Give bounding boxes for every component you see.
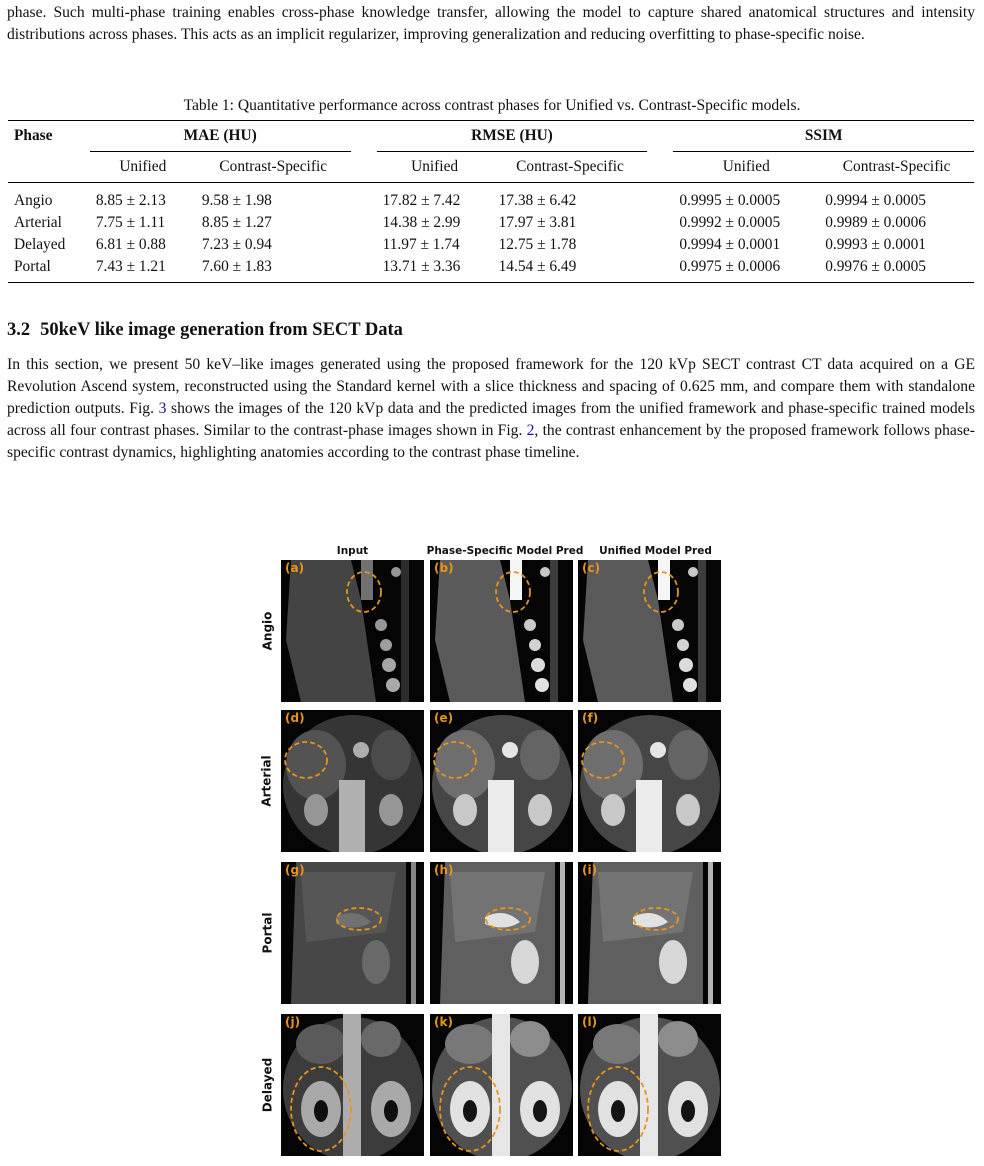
ct-image [430,710,573,852]
cell: 14.54 ± 6.49 [493,256,648,283]
ct-image-panel [430,560,573,702]
cell: 8.85 ± 2.13 [95,192,166,209]
panel-label: (b) [434,561,454,575]
cell: 0.9989 ± 0.0006 [825,214,926,231]
cell: 0.9995 ± 0.0005 [679,192,781,209]
table-row [8,234,974,256]
ct-image [430,560,573,702]
row-phase: Angio [14,192,53,209]
table-row [8,212,974,234]
row-phase: Portal [8,256,90,283]
column-header-unified: Unified Model Pred [599,545,712,557]
cell: 0.9994 ± 0.0001 [679,236,781,253]
ct-image-panel [281,710,424,852]
ct-image-panel [281,560,424,702]
table-caption: Table 1: Quantitative performance across contrast phases for Unified vs. Contrast-Specific models. [183,97,801,114]
ct-image-panel [578,560,721,702]
ct-image [281,1014,424,1156]
cell: 11.97 ± 1.74 [382,236,460,253]
row-phase: Arterial [14,214,62,231]
row-label-angio: Angio [260,611,274,651]
ct-image [430,862,573,1004]
cell: 7.43 ± 1.21 [90,256,196,283]
table-row [8,190,974,212]
cell: 0.9993 ± 0.0001 [825,236,926,253]
cell: 0.9992 ± 0.0005 [679,214,781,231]
cell: 0.9994 ± 0.0005 [825,192,926,209]
column-header-input: Input [336,545,369,557]
ct-image-panel [430,862,573,1004]
group-header-rmse: RMSE (HU) [377,121,648,152]
panel-label: (h) [434,863,454,877]
panel-label: (f) [582,711,599,725]
panel-label: (l) [582,1015,598,1029]
panel-label: (g) [285,863,305,877]
sub-header-contrast-specific: Contrast-Specific [493,152,648,183]
cell: 13.71 ± 3.36 [377,256,493,283]
panel-label: (d) [285,711,305,725]
cell: 14.38 ± 2.99 [382,214,461,231]
panel-label: (c) [582,561,601,575]
cell: 8.85 ± 1.27 [201,214,272,231]
ct-image [281,560,424,702]
text-run: In this section, we present 50 keV–like images generated using the proposed framework for the 120 kVp SECT contrast CT data acquired on a GE Revolution Ascend system, reconstructed using the Standard kernel with a slice thickness and spacing of 0.625 mm, and compare them with standalone prediction outputs. Fig. [7,356,975,417]
table-row [8,256,974,283]
ct-image [578,862,721,1004]
row-label-arterial: Arterial [260,755,275,807]
ct-image-panel [281,862,424,1004]
sub-header-unified: Unified [673,152,819,183]
results-table [8,120,974,283]
section-number: 3.2 [7,320,31,340]
cell: 9.58 ± 1.98 [201,192,272,209]
group-header-mae: MAE (HU) [90,121,351,152]
section-title: 50keV like image generation from SECT Data [40,320,403,340]
ct-image [578,560,721,702]
figure-2-link[interactable]: 2 [526,422,535,439]
sub-header-contrast-specific: Contrast-Specific [196,152,351,183]
cell: 7.23 ± 0.94 [201,236,272,253]
cell: 6.81 ± 0.88 [95,236,166,253]
ct-image-panel [281,1014,424,1156]
panel-label: (i) [582,863,598,877]
section-paragraph [7,354,975,464]
figure-3-link[interactable]: 3 [158,400,167,417]
sub-header-contrast-specific: Contrast-Specific [819,152,974,183]
row-label-delayed: Delayed [260,1057,274,1113]
phase-header: Phase [8,121,90,183]
cell: 0.9976 ± 0.0005 [819,256,974,283]
cell: 17.38 ± 6.42 [498,192,577,209]
sub-header-unified: Unified [377,152,493,183]
cell: 17.82 ± 7.42 [382,192,461,209]
cell: 12.75 ± 1.78 [498,236,577,253]
ct-image [281,862,424,1004]
panel-label: (k) [434,1015,453,1029]
column-header-phase-specific: Phase-Specific Model Pred [426,545,584,557]
ct-image [430,1014,573,1156]
cell: 0.9975 ± 0.0006 [673,256,819,283]
ct-image-panel [578,862,721,1004]
cell: 7.75 ± 1.11 [95,214,166,231]
row-label-portal: Portal [260,912,274,954]
ct-image-panel [578,710,721,852]
ct-image-panel [578,1014,721,1156]
panel-label: (e) [434,711,454,725]
group-header-ssim: SSIM [673,121,974,152]
text-run: shows the images of the 120 kVp data and the predicted images from the unified framework and phase-specific trained models across all four contrast phases. Similar to the contrast-phase images shown in Fig. [7,400,975,439]
panel-label: (a) [285,561,305,575]
cell: 7.60 ± 1.83 [196,256,351,283]
sub-header-unified: Unified [90,152,196,183]
ct-image-panel [430,710,573,852]
text-run: , the contrast enhancement by the proposed framework follows phase-specific contrast dynamics, highlighting anatomies according to the contrast phase timeline. [7,422,975,461]
ct-image [281,710,424,852]
intro-paragraph: phase. Such multi-phase training enables cross-phase knowledge transfer, allowing the model to capture shared anatomical structures and intensity distributions across phases. This acts as an implicit regularizer, improving generalization and reducing overfitting to phase-specific noise. [7,4,975,43]
section-heading [7,320,403,341]
panel-label: (j) [285,1015,301,1029]
ct-image [578,1014,721,1156]
ct-image-panel [430,1014,573,1156]
cell: 17.97 ± 3.81 [498,214,577,231]
ct-image [578,710,721,852]
row-phase: Delayed [14,236,66,253]
